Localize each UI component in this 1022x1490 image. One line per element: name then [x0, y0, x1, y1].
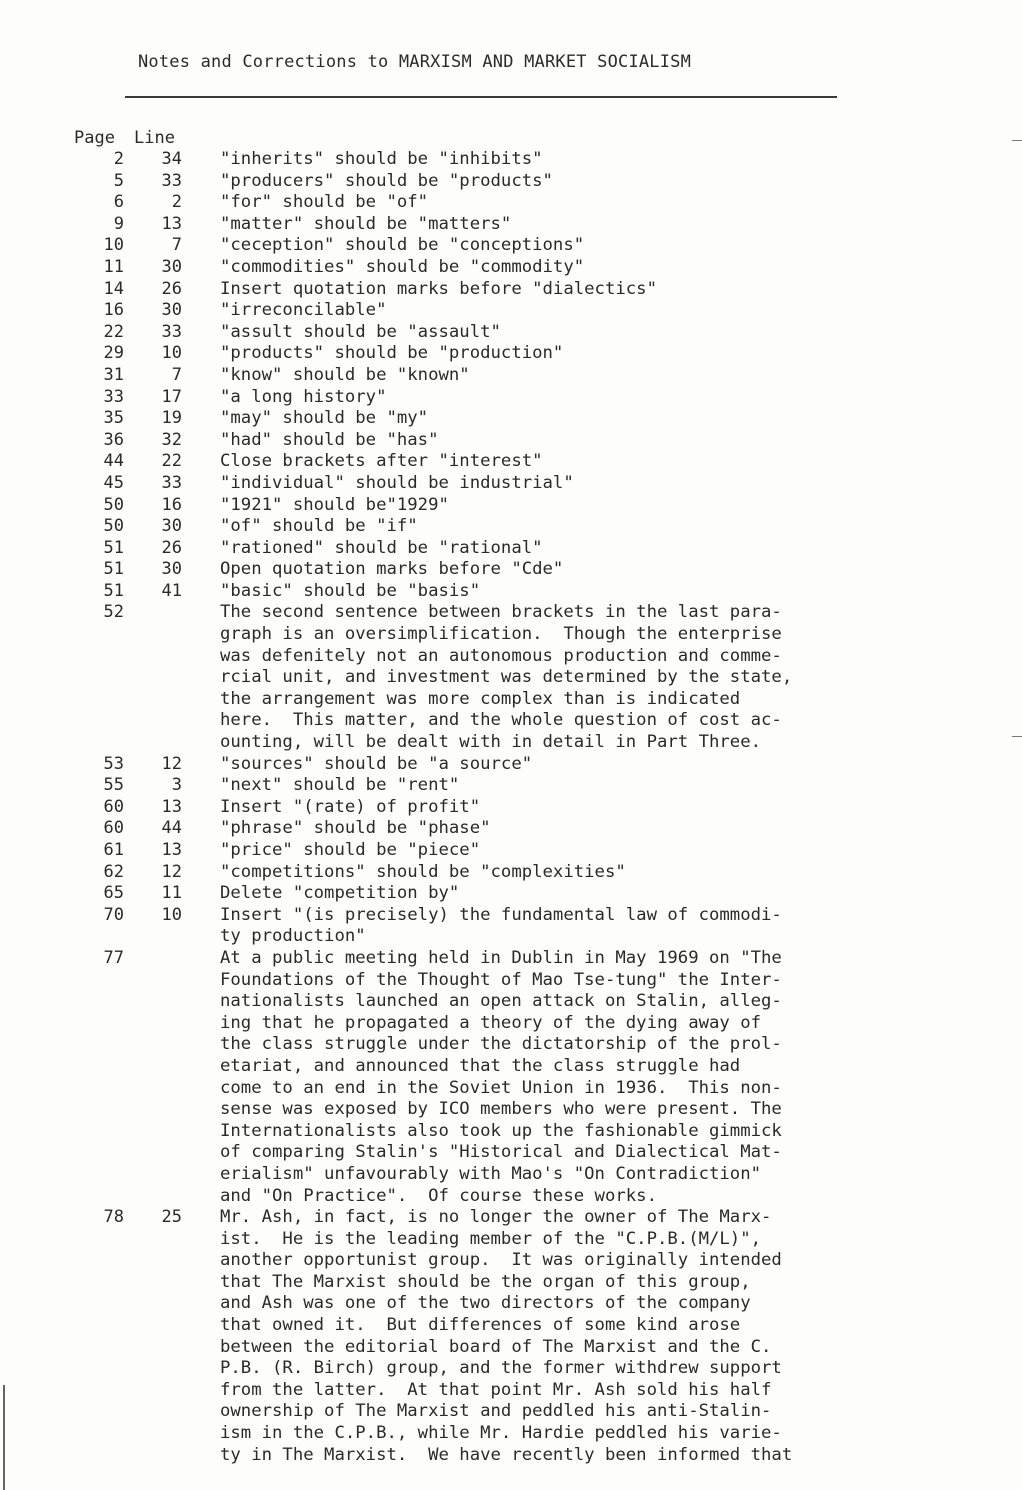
line-number: 13	[161, 213, 182, 234]
page-number: 62	[103, 861, 124, 882]
correction-row	[74, 408, 944, 430]
correction-text-line: and "On Practice". Of course these works.	[220, 1185, 657, 1206]
page-number: 77	[103, 947, 124, 968]
page-number: 70	[103, 904, 124, 925]
correction-text-line: ism in the C.P.B., while Mr. Hardie peddled his varie-	[220, 1423, 782, 1444]
correction-text-line: "producers" should be "products"	[220, 170, 553, 191]
line-number: 33	[161, 170, 182, 191]
correction-text-line: "next" should be "rent"	[220, 775, 460, 796]
correction-row	[74, 495, 944, 517]
correction-row	[74, 214, 944, 236]
correction-text	[220, 171, 920, 193]
correction-text	[220, 279, 920, 301]
correction-text	[220, 430, 920, 452]
page-number: 51	[103, 537, 124, 558]
margin-mark	[1012, 736, 1022, 737]
correction-row	[74, 538, 944, 560]
correction-text-line: "had" should be "has"	[220, 429, 439, 450]
line-number: 3	[171, 775, 182, 796]
correction-text-line: between the editorial board of The Marxist and the C.	[220, 1336, 772, 1357]
correction-text	[220, 451, 920, 473]
correction-text	[220, 516, 920, 538]
correction-text-line: "basic" should be "basis"	[220, 580, 481, 601]
line-number: 34	[161, 149, 182, 169]
correction-row	[74, 559, 944, 581]
correction-text-line: "commodities" should be "commodity"	[220, 256, 585, 277]
correction-text	[220, 948, 920, 1207]
page-number: 60	[103, 818, 124, 839]
correction-row	[74, 149, 944, 171]
correction-text	[220, 322, 920, 344]
line-number: 7	[171, 235, 182, 256]
correction-row	[74, 279, 944, 301]
correction-text	[220, 257, 920, 279]
line-number: 7	[171, 364, 182, 385]
page-number: 11	[103, 256, 124, 277]
page-number: 10	[103, 235, 124, 256]
correction-row	[74, 818, 944, 840]
correction-text-line: "phrase" should be "phase"	[220, 818, 491, 839]
correction-text-line: "inherits" should be "inhibits"	[220, 149, 543, 169]
correction-text-line: At a public meeting held in Dublin in May 1969 on "The	[220, 947, 782, 968]
correction-row	[74, 516, 944, 538]
line-number: 30	[161, 256, 182, 277]
line-number: 30	[161, 300, 182, 321]
correction-text-line: was defenitely not an autonomous production and comme-	[220, 645, 782, 666]
line-column-header: Line	[134, 128, 175, 148]
page-number: 50	[103, 516, 124, 537]
correction-text	[220, 1207, 920, 1466]
page-number: 6	[113, 192, 124, 213]
correction-text-line: Foundations of the Thought of Mao Tse-tung" the Inter-	[220, 969, 782, 990]
correction-text-line: "price" should be "piece"	[220, 840, 481, 860]
correction-row	[74, 365, 944, 387]
correction-text-line: the arrangement was more complex than is indicated	[220, 688, 741, 709]
correction-row	[74, 948, 944, 1207]
correction-text	[220, 797, 920, 819]
line-number: 16	[161, 494, 182, 515]
correction-text	[220, 602, 920, 753]
page-number: 29	[103, 343, 124, 364]
page-number: 65	[103, 883, 124, 904]
corrections-list	[74, 149, 944, 1466]
correction-row	[74, 322, 944, 344]
correction-text-line: nationalists launched an open attack on Stalin, alleg-	[220, 991, 782, 1012]
correction-text-line: "may" should be "my"	[220, 408, 429, 429]
correction-text	[220, 862, 920, 884]
correction-text-line: ist. He is the leading member of the "C.P.B.(M/L)",	[220, 1228, 762, 1249]
correction-text-line: ty in The Marxist. We have recently been informed that	[220, 1444, 793, 1465]
correction-row	[74, 840, 944, 862]
correction-text	[220, 775, 920, 797]
correction-text	[220, 365, 920, 387]
page-number: 61	[103, 840, 124, 860]
correction-text	[220, 581, 920, 603]
correction-text-line: "individual" should be industrial"	[220, 472, 574, 493]
correction-text	[220, 300, 920, 322]
correction-text	[220, 754, 920, 776]
correction-text-line: rcial unit, and investment was determined by the state,	[220, 667, 793, 688]
correction-row	[74, 451, 944, 473]
correction-text-line: Delete "competition by"	[220, 883, 460, 904]
table-header	[74, 128, 944, 149]
correction-row	[74, 883, 944, 905]
page-number: 31	[103, 364, 124, 385]
page-number: 36	[103, 429, 124, 450]
page-number: 14	[103, 278, 124, 299]
correction-text	[220, 905, 920, 948]
correction-text-line: of comparing Stalin's "Historical and Dialectical Mat-	[220, 1142, 782, 1163]
correction-text	[220, 149, 920, 171]
correction-row	[74, 862, 944, 884]
line-number: 26	[161, 537, 182, 558]
correction-text	[220, 883, 920, 905]
correction-row	[74, 473, 944, 495]
page-number: 53	[103, 753, 124, 774]
correction-text-line: that owned it. But differences of some kind arose	[220, 1315, 741, 1336]
page-number: 33	[103, 386, 124, 407]
line-number: 44	[161, 818, 182, 839]
correction-text	[220, 192, 920, 214]
line-number: 30	[161, 559, 182, 580]
correction-row	[74, 343, 944, 365]
corrections-table	[74, 128, 944, 1466]
line-number: 13	[161, 840, 182, 860]
document-title: Notes and Corrections to MARXISM AND MARKET SOCIALISM	[138, 52, 692, 72]
correction-text-line: "1921" should be"1929"	[220, 494, 449, 515]
correction-text	[220, 818, 920, 840]
page-number: 5	[113, 170, 124, 191]
line-number: 25	[161, 1207, 182, 1228]
correction-text-line: "irreconcilable"	[220, 300, 387, 321]
correction-text-line: "ceception" should be "conceptions"	[220, 235, 585, 256]
line-number: 13	[161, 796, 182, 817]
correction-text	[220, 387, 920, 409]
line-number: 11	[161, 883, 182, 904]
page-number: 50	[103, 494, 124, 515]
correction-text-line: sense was exposed by ICO members who were present. The	[220, 1099, 782, 1120]
correction-row	[74, 235, 944, 257]
page-number: 55	[103, 775, 124, 796]
page-edge	[3, 1385, 5, 1490]
correction-row	[74, 171, 944, 193]
correction-text-line: "competitions" should be "complexities"	[220, 861, 626, 882]
correction-row	[74, 797, 944, 819]
line-number: 33	[161, 321, 182, 342]
page-column-header: Page	[74, 128, 115, 148]
page-number: 44	[103, 451, 124, 472]
correction-row	[74, 257, 944, 279]
line-number: 26	[161, 278, 182, 299]
line-number: 10	[161, 904, 182, 925]
page-number: 45	[103, 472, 124, 493]
correction-text-line: ownership of The Marxist and peddled his anti-Stalin-	[220, 1401, 772, 1422]
correction-row	[74, 905, 944, 948]
correction-text	[220, 559, 920, 581]
page-number: 51	[103, 559, 124, 580]
correction-text-line: P.B. (R. Birch) group, and the former withdrew support	[220, 1358, 782, 1379]
page-number: 52	[103, 602, 124, 623]
correction-row	[74, 430, 944, 452]
line-number: 33	[161, 472, 182, 493]
correction-text-line: come to an end in the Soviet Union in 1936. This non-	[220, 1077, 782, 1098]
correction-row	[74, 1207, 944, 1466]
line-number: 12	[161, 861, 182, 882]
correction-text-line: etariat, and announced that the class struggle had	[220, 1055, 741, 1076]
margin-mark	[1012, 140, 1022, 141]
correction-text-line: Open quotation marks before "Cde"	[220, 559, 564, 580]
correction-text-line: and Ash was one of the two directors of the company	[220, 1293, 751, 1314]
correction-text	[220, 473, 920, 495]
correction-row	[74, 581, 944, 603]
line-number: 17	[161, 386, 182, 407]
correction-text	[220, 408, 920, 430]
page-number: 2	[113, 149, 124, 169]
correction-text-line: Insert quotation marks before "dialectics"	[220, 278, 657, 299]
correction-text-line: that The Marxist should be the organ of this group,	[220, 1271, 751, 1292]
correction-text-line: The second sentence between brackets in the last para-	[220, 602, 782, 623]
correction-text-line: "products" should be "production"	[220, 343, 564, 364]
correction-row	[74, 192, 944, 214]
correction-text-line: "for" should be "of"	[220, 192, 429, 213]
correction-text-line: the class struggle under the dictatorship of the prol-	[220, 1034, 782, 1055]
correction-text	[220, 840, 920, 862]
correction-text	[220, 214, 920, 236]
correction-text-line: "of" should be "if"	[220, 516, 418, 537]
line-number: 12	[161, 753, 182, 774]
correction-text-line: "rationed" should be "rational"	[220, 537, 543, 558]
correction-text-line: Internationalists also took up the fashionable gimmick	[220, 1120, 782, 1141]
correction-text-line: erialism" unfavourably with Mao's "On Contradiction"	[220, 1163, 762, 1184]
page-number: 78	[103, 1207, 124, 1228]
line-number: 10	[161, 343, 182, 364]
correction-text	[220, 343, 920, 365]
correction-text-line: "a long history"	[220, 386, 387, 407]
correction-row	[74, 387, 944, 409]
line-number: 30	[161, 516, 182, 537]
correction-text-line: "know" should be "known"	[220, 364, 470, 385]
correction-row	[74, 602, 944, 753]
correction-text-line: ing that he propagated a theory of the dying away of	[220, 1012, 762, 1033]
correction-row	[74, 775, 944, 797]
correction-text-line: Mr. Ash, in fact, is no longer the owner of The Marx-	[220, 1207, 772, 1228]
correction-text-line: "matter" should be "matters"	[220, 213, 512, 234]
correction-text-line: from the latter. At that point Mr. Ash sold his half	[220, 1379, 772, 1400]
page-number: 60	[103, 796, 124, 817]
line-number: 22	[161, 451, 182, 472]
correction-text-line: another opportunist group. It was originally intended	[220, 1250, 782, 1271]
correction-text-line: "assult should be "assault"	[220, 321, 501, 342]
correction-text-line: ty production"	[220, 926, 366, 947]
line-number: 19	[161, 408, 182, 429]
correction-text	[220, 495, 920, 517]
correction-text-line: "sources" should be "a source"	[220, 753, 533, 774]
page-number: 35	[103, 408, 124, 429]
page-number: 22	[103, 321, 124, 342]
line-number: 41	[161, 580, 182, 601]
correction-row	[74, 754, 944, 776]
line-number: 2	[171, 192, 182, 213]
page-number: 51	[103, 580, 124, 601]
correction-text-line: ounting, will be dealt with in detail in Part Three.	[220, 732, 762, 753]
correction-text-line: Close brackets after "interest"	[220, 451, 543, 472]
correction-text-line: here. This matter, and the whole question of cost ac-	[220, 710, 782, 731]
page-number: 16	[103, 300, 124, 321]
correction-row	[74, 300, 944, 322]
correction-text-line: Insert "(rate) of profit"	[220, 796, 481, 817]
correction-text-line: Insert "(is precisely) the fundamental law of commodi-	[220, 904, 782, 925]
correction-text	[220, 235, 920, 257]
page-number: 9	[113, 213, 124, 234]
correction-text-line: graph is an oversimplification. Though the enterprise	[220, 624, 782, 645]
correction-text	[220, 538, 920, 560]
line-number: 32	[161, 429, 182, 450]
title-underline	[125, 96, 837, 98]
